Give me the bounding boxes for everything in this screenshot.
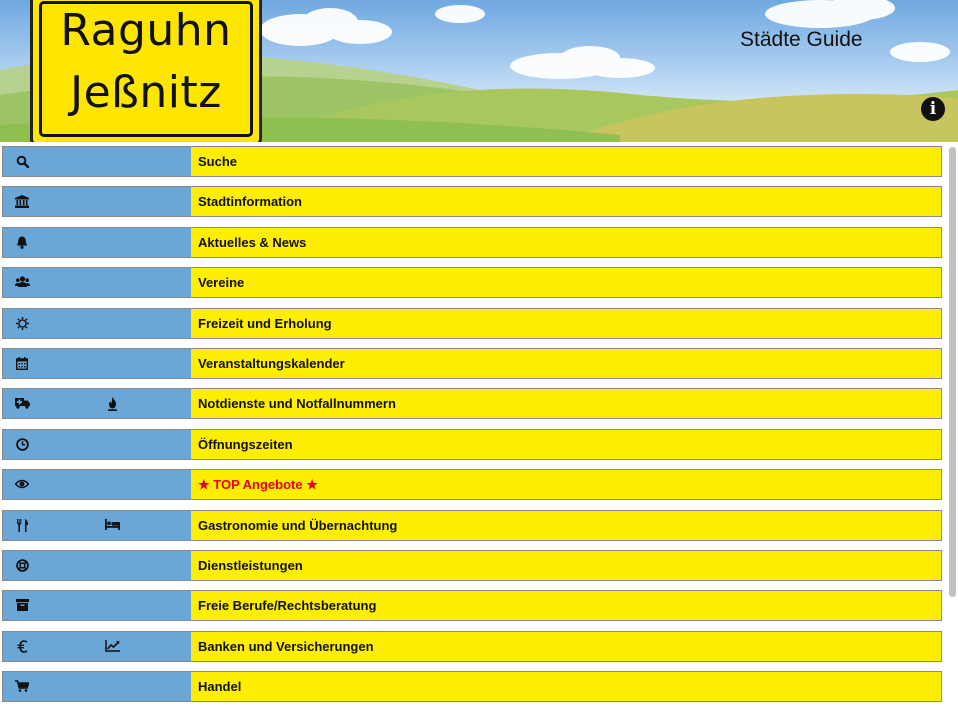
menu-item-gastronomie-und-übernachtung[interactable]: [2, 510, 942, 541]
menu-item-label: Handel: [191, 672, 941, 701]
menu-item-label: Aktuelles & News: [191, 228, 941, 257]
menu-item-top-angebote[interactable]: [2, 469, 942, 500]
clock-icon: [15, 438, 29, 452]
town-sign-line2: Jeßnitz: [70, 67, 222, 118]
shopping-cart-icon: [15, 680, 29, 694]
header-banner: [0, 0, 958, 142]
menu-item-label: Banken und Versicherungen: [191, 632, 941, 661]
menu-item-icon-cell: [3, 349, 191, 378]
menu-item-label: Gastronomie und Übernachtung: [191, 511, 941, 540]
scrollbar-thumb[interactable]: [949, 147, 956, 597]
info-icon[interactable]: i: [921, 97, 945, 121]
menu-item-label: Dienstleistungen: [191, 551, 941, 580]
menu-item-icon-cell: [3, 551, 191, 580]
search-icon: [15, 155, 29, 169]
menu-item-banken-und-versicherungen[interactable]: [2, 631, 942, 662]
menu-item-handel[interactable]: [2, 671, 942, 702]
bed-icon: [105, 519, 119, 533]
sun-icon: [15, 317, 29, 331]
menu-item-icon-cell: [3, 591, 191, 620]
ambulance-icon: [15, 397, 29, 411]
menu-item-label: Öffnungszeiten: [191, 430, 941, 459]
category-menu: [2, 146, 942, 711]
town-sign-logo: [30, 0, 262, 142]
menu-item-icon-cell: [3, 228, 191, 257]
menu-item-dienstleistungen[interactable]: [2, 550, 942, 581]
line-chart-icon: [105, 640, 119, 654]
menu-item-icon-cell: [3, 511, 191, 540]
menu-item-icon-cell: [3, 187, 191, 216]
menu-item-label: ★ TOP Angebote ★: [191, 470, 941, 499]
menu-item-label: Freizeit und Erholung: [191, 309, 941, 338]
menu-item-icon-cell: [3, 470, 191, 499]
users-icon: [15, 276, 29, 290]
menu-item-vereine[interactable]: [2, 267, 942, 298]
calendar-icon: [15, 357, 29, 371]
archive-icon: [15, 599, 29, 613]
menu-item-label: Freie Berufe/Rechtsberatung: [191, 591, 941, 620]
fire-extinguisher-icon: [105, 397, 119, 411]
menu-item-suche[interactable]: [2, 146, 942, 177]
menu-item-freie-berufe-rechtsberatung[interactable]: [2, 590, 942, 621]
menu-item-öffnungszeiten[interactable]: [2, 429, 942, 460]
euro-icon: [15, 640, 29, 654]
town-sign-line1: Raguhn: [60, 5, 232, 56]
menu-item-icon-cell: [3, 147, 191, 176]
menu-item-label: Veranstaltungskalender: [191, 349, 941, 378]
menu-item-veranstaltungskalender[interactable]: [2, 348, 942, 379]
bell-icon: [15, 236, 29, 250]
bank-icon: [15, 195, 29, 209]
menu-item-notdienste-und-notfallnummern[interactable]: [2, 388, 942, 419]
scrollbar[interactable]: [946, 146, 958, 702]
menu-item-icon-cell: [3, 309, 191, 338]
eye-icon: [15, 478, 29, 492]
menu-item-freizeit-und-erholung[interactable]: [2, 308, 942, 339]
menu-item-label: Vereine: [191, 268, 941, 297]
menu-item-icon-cell: [3, 268, 191, 297]
menu-item-icon-cell: [3, 430, 191, 459]
life-ring-icon: [15, 559, 29, 573]
menu-item-label: Notdienste und Notfallnummern: [191, 389, 941, 418]
menu-item-icon-cell: [3, 389, 191, 418]
menu-item-icon-cell: [3, 672, 191, 701]
app-title: Städte Guide: [740, 28, 863, 51]
menu-item-label: Suche: [191, 147, 941, 176]
menu-item-icon-cell: [3, 632, 191, 661]
menu-item-stadtinformation[interactable]: [2, 186, 942, 217]
menu-item-aktuelles-news[interactable]: [2, 227, 942, 258]
cutlery-icon: [15, 519, 29, 533]
menu-item-label: Stadtinformation: [191, 187, 941, 216]
